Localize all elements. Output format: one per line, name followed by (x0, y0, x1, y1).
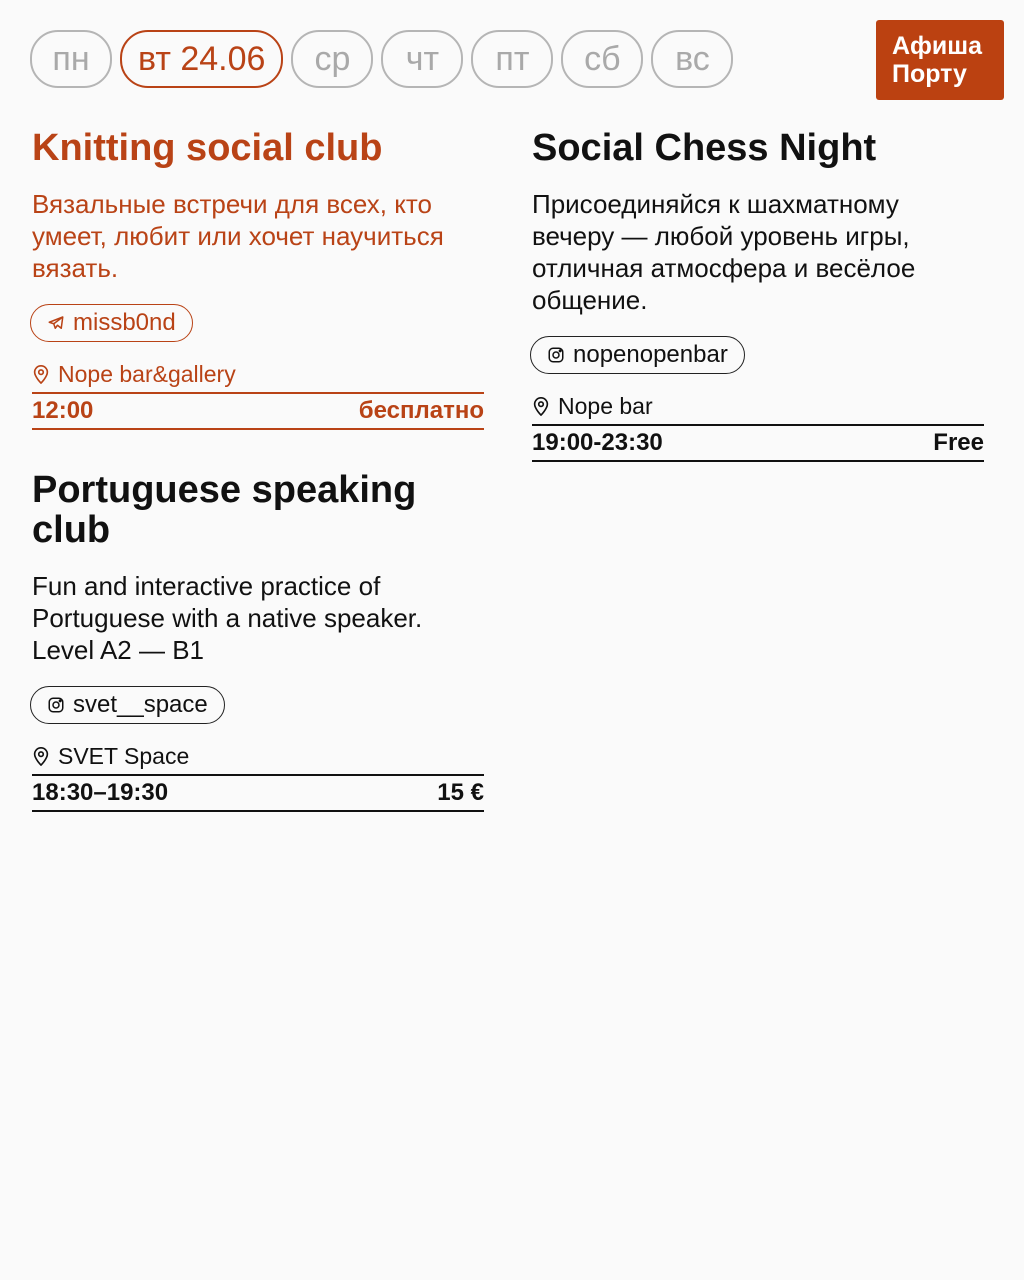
location-pin-icon (32, 364, 50, 384)
event-location (32, 358, 484, 390)
day-tab-wed[interactable]: ср (291, 30, 373, 88)
event-handle-label: missb0nd (73, 309, 176, 336)
event-price: бесплатно (358, 397, 484, 424)
day-tab-sun[interactable]: вс (651, 30, 733, 88)
brand-logo[interactable] (876, 20, 1004, 100)
instagram-icon (47, 696, 65, 714)
event-description: Вязальные встречи для всех, кто умеет, любит или хочет научиться вязать. (32, 189, 444, 283)
event-time: 18:30–19:30 (32, 779, 169, 806)
event-location (532, 390, 984, 422)
day-tab-mon[interactable]: пн (30, 30, 112, 88)
event-description: Fun and interactive practice of Portuguese with a native speaker. Level A2 — B1 (32, 571, 423, 665)
brand-line-1: Афиша (892, 32, 983, 60)
event-card-knitting (32, 128, 484, 430)
location-pin-icon (532, 396, 550, 416)
event-price: Free (933, 429, 984, 456)
day-tab-tue[interactable]: вт 24.06 (120, 30, 283, 88)
event-meta-row (32, 774, 484, 812)
event-meta-row (532, 424, 984, 462)
event-title: Social Chess Night (532, 127, 877, 169)
day-tab-thu[interactable]: чт (381, 30, 463, 88)
event-time: 19:00-23:30 (532, 429, 663, 456)
telegram-icon (47, 314, 65, 332)
instagram-icon (547, 346, 565, 364)
event-card-chess (532, 128, 984, 462)
event-card-portuguese (32, 470, 484, 812)
brand-line-2: Порту (892, 60, 967, 88)
day-tab-fri[interactable]: пт (471, 30, 553, 88)
day-tab-sat[interactable]: сб (561, 30, 643, 88)
day-selector (30, 30, 733, 88)
event-location (32, 740, 484, 772)
event-handle-label: nopenopenbar (573, 341, 728, 368)
event-description: Присоединяйся к шахматному вечеру — любой уровень игры, отличная атмосфера и весёлое общение. (532, 189, 916, 315)
event-meta-row (32, 392, 484, 430)
event-title: Portuguese speaking club (32, 469, 417, 551)
event-handle-label: svet__space (73, 691, 208, 718)
location-pin-icon (32, 746, 50, 766)
event-time: 12:00 (32, 397, 94, 424)
event-location-label: Nope bar (558, 392, 653, 419)
event-location-label: Nope bar&gallery (58, 360, 236, 387)
event-title: Knitting social club (32, 127, 383, 169)
event-location-label: SVET Space (58, 742, 190, 769)
event-handle-link[interactable] (30, 686, 225, 724)
event-handle-link[interactable] (30, 304, 193, 342)
event-price: 15 € (437, 779, 484, 806)
event-handle-link[interactable] (530, 336, 745, 374)
